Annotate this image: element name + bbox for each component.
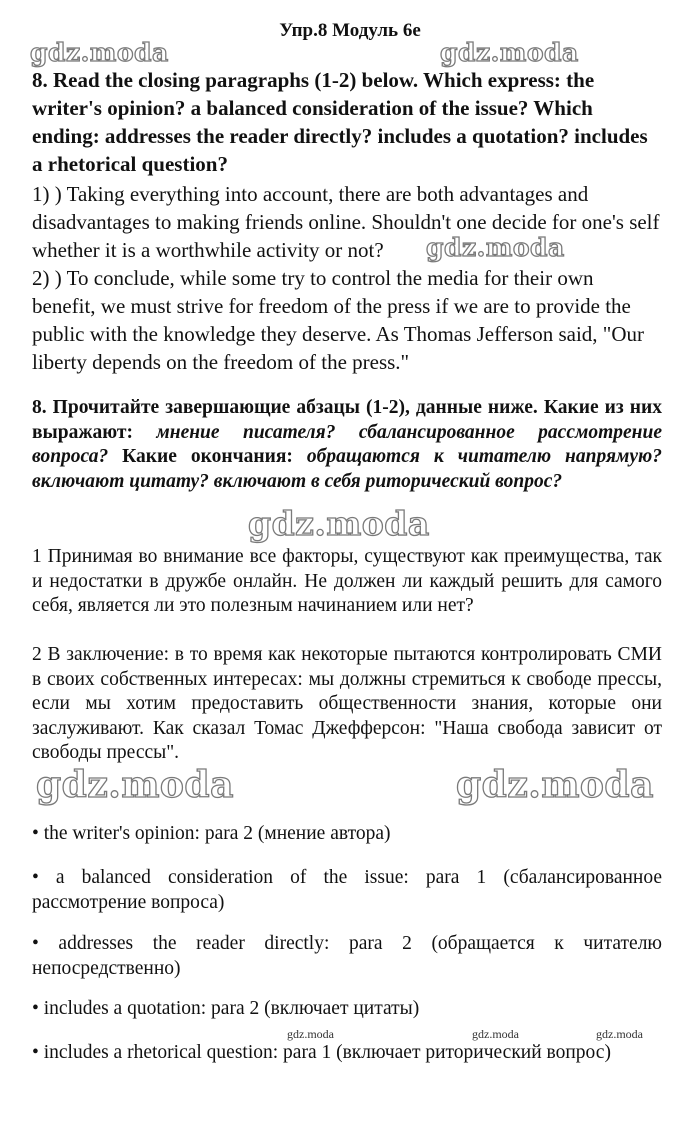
russian-question-part-1: 8. Прочитайте завершающие абзацы (1-2), данные ниже. Какие из них выражают: [32,397,662,443]
watermark: gdz.moda [456,764,654,806]
answer-item: • includes a quotation: para 2 (включает цитаты) [32,998,420,1019]
watermark-small: gdz.moda [287,1027,334,1041]
russian-paragraph-2: 2 В заключение: в то время как некоторые пытаются контролировать СМИ в своих собственных интересах: мы должны стремиться к свободе прессы, если мы хотим предоставить общественности знания, которые они заслуживают. Как сказал Томас Джефферсон: "Наша свобода зависит от свободы прессы". [32,644,662,763]
russian-question-part-4: обращаются к читателю напрямую? включают цитату? включают в себя риторический вопрос? [32,446,662,492]
watermark: gdz.moda [36,764,234,806]
english-question: 8. Read the closing paragraphs (1-2) below. Which express: the writer's opinion? a balanced consideration of the issue? Which ending: addresses the reader directly? includes a quotation? includes a rhetorical question? [32,68,648,176]
english-paragraph-2: 2) ) To conclude, while some try to control the media for their own benefit, we must strive for freedom of the press if we are to provide the public with the knowledge they deserve. As Thomas Jefferson said, "Our liberty depends on the freedom of the press." [32,266,645,374]
watermark: gdz.moda [248,504,430,543]
russian-question-part-2: мнение писателя? сбалансированное рассмотрение вопроса? [32,421,662,467]
watermark: gdz.moda [30,38,169,67]
english-paragraph-1: 1) ) Taking everything into account, there are both advantages and disadvantages to making friends online. Shouldn't one decide for one's self whether it is a worthwhile activity or not? [32,182,660,262]
page-title: Упр.8 Модуль 6е [279,20,421,41]
russian-question-part-3: Какие окончания: [108,446,307,467]
watermark-small: gdz.moda [596,1027,643,1041]
watermark-small: gdz.moda [472,1027,519,1041]
answer-item: • includes a rhetorical question: para 1 (включает риторический вопрос) [32,1042,611,1063]
answer-item: • a balanced consideration of the issue: para 1 (сбалансированное рассмотрение вопроса) [32,867,662,913]
russian-question [32,396,662,494]
answer-item: • the writer's opinion: para 2 (мнение автора) [32,823,391,844]
answer-item: • addresses the reader directly: para 2 (обращается к читателю непосредственно) [32,933,662,979]
watermark: gdz.moda [426,233,565,262]
watermark: gdz.moda [440,38,579,67]
russian-paragraph-1: 1 Принимая во внимание все факторы, существуют как преимущества, так и недостатки в дружбе онлайн. Не должен ли каждый решить для самого себя, является ли это полезным начинанием или нет? [32,546,662,616]
